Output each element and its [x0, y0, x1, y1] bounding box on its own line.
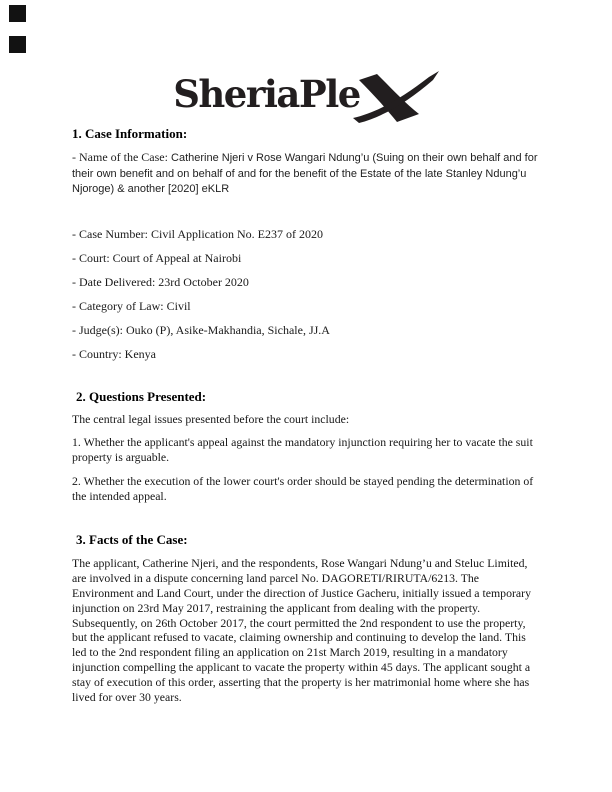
- case-name-label: - Name of the Case:: [72, 150, 168, 164]
- detail-category-of-law: - Category of Law: Civil: [72, 298, 191, 313]
- detail-case-number: - Case Number: Civil Application No. E237 of 2020: [72, 226, 323, 241]
- detail-country: - Country: Kenya: [72, 346, 156, 361]
- facts-paragraph: The applicant, Catherine Njeri, and the respondents, Rose Wangari Ndung’u and Steluc Limited, are involved in a dispute concerning land parcel No. DAGORETI/RIRUTA/6213. The Environment and Land Court, under the direction of Justice Gacheru, initially issued a temporary injunction on 23rd May 2017, restraining the applicant from dealing with the property. Subsequently, on 26th October 2017, the court permitted the 2nd respondent to use the property, but the applicant refused to vacate, claiming ownership and continuing to develop the land. This led to the 2nd respondent filing an application on 21st March 2019, resulting in a mandatory injunction compelling the applicant to vacate the property within 45 days. The applicant sought a stay of execution of this order, asserting that the property is her matrimonial home where she has lived for over 30 years.: [72, 556, 531, 704]
- case-brief-content: [72, 126, 541, 704]
- case-details-list: [72, 228, 541, 360]
- detail-court: - Court: Court of Appeal at Nairobi: [72, 250, 242, 265]
- logo-wordmark: SheriaPle: [173, 72, 360, 116]
- question-item-2: 2. Whether the execution of the lower court's order should be stayed pending the determination of the intended appeal.: [72, 473, 534, 503]
- section-case-information: [72, 126, 541, 360]
- questions-presented-heading: 2. Questions Presented:: [76, 388, 207, 404]
- detail-judges: - Judge(s): Ouko (P), Asike-Makhandia, Sichale, JJ.A: [72, 322, 330, 337]
- facts-heading: 3. Facts of the Case:: [76, 532, 188, 548]
- sheriaplex-logo: [0, 70, 612, 123]
- missing-glyph-box-icon: [9, 5, 26, 22]
- question-item-1: 1. Whether the applicant's appeal against the mandatory injunction requiring her to vacate the suit property is arguable.: [72, 435, 533, 465]
- missing-glyph-box-icon: [9, 36, 26, 53]
- section-facts-of-the-case: [72, 532, 541, 704]
- detail-date-delivered: - Date Delivered: 23rd October 2020: [72, 274, 249, 289]
- section-questions-presented: [72, 389, 541, 504]
- case-name-line: [72, 150, 541, 198]
- questions-intro: The central legal issues presented before the court include:: [72, 411, 350, 426]
- case-information-heading: 1. Case Information:: [72, 126, 188, 141]
- logo-x-swoosh-icon: [351, 71, 439, 123]
- case-name-value: Catherine Njeri v Rose Wangari Ndung’u (Suing on their own behalf and for their own benefit and on behalf of and for the benefit of the Estate of the late Stanley Ndung’u Njoroge) & another [2020] eKLR: [72, 152, 538, 195]
